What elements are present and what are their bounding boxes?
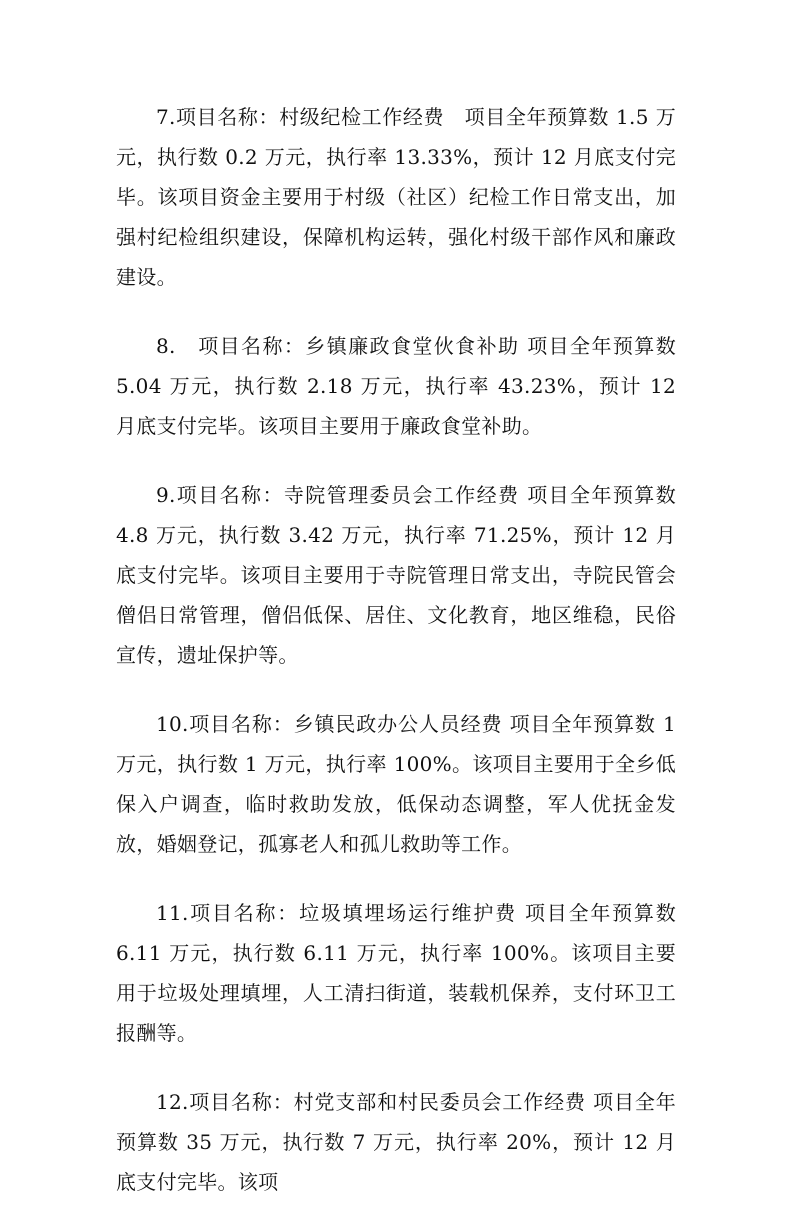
paragraph-item-10: 10.项目名称：乡镇民政办公人员经费 项目全年预算数 1 万元，执行数 1 万元，执行率 100%。该项目主要用于全乡低保入户调查，临时救助发放，低保动态调整，军人优抚金发放，婚姻登记，孤寡老人和孤儿救助等工作。 — [116, 712, 676, 856]
document-page — [116, 97, 676, 1231]
paragraph-item-8: 8. 项目名称：乡镇廉政食堂伙食补助 项目全年预算数 5.04 万元，执行数 2.18 万元，执行率 43.23%，预计 12 月底支付完毕。该项目主要用于廉政食堂补助。 — [116, 334, 676, 438]
paragraph-item-11: 11.项目名称：垃圾填埋场运行维护费 项目全年预算数 6.11 万元，执行数 6.11 万元，执行率 100%。该项目主要用于垃圾处理填埋，人工清扫街道，装载机保养，支付环卫工报酬等。 — [116, 901, 676, 1045]
paragraph-item-7: 7.项目名称：村级纪检工作经费 项目全年预算数 1.5 万元，执行数 0.2 万元，执行率 13.33%，预计 12 月底支付完毕。该项目资金主要用于村级（社区）纪检工作日常支出，加强村纪检组织建设，保障机构运转，强化村级干部作风和廉政建设。 — [116, 105, 676, 289]
paragraph-item-12: 12.项目名称：村党支部和村民委员会工作经费 项目全年预算数 35 万元，执行数 7 万元，执行率 20%，预计 12 月底支付完毕。该项 — [116, 1090, 676, 1194]
paragraph-item-9: 9.项目名称：寺院管理委员会工作经费 项目全年预算数 4.8 万元，执行数 3.42 万元，执行率 71.25%，预计 12 月底支付完毕。该项目主要用于寺院管理日常支出，寺院民管会僧侣日常管理，僧侣低保、居住、文化教育，地区维稳，民俗宣传，遗址保护等。 — [116, 483, 676, 667]
